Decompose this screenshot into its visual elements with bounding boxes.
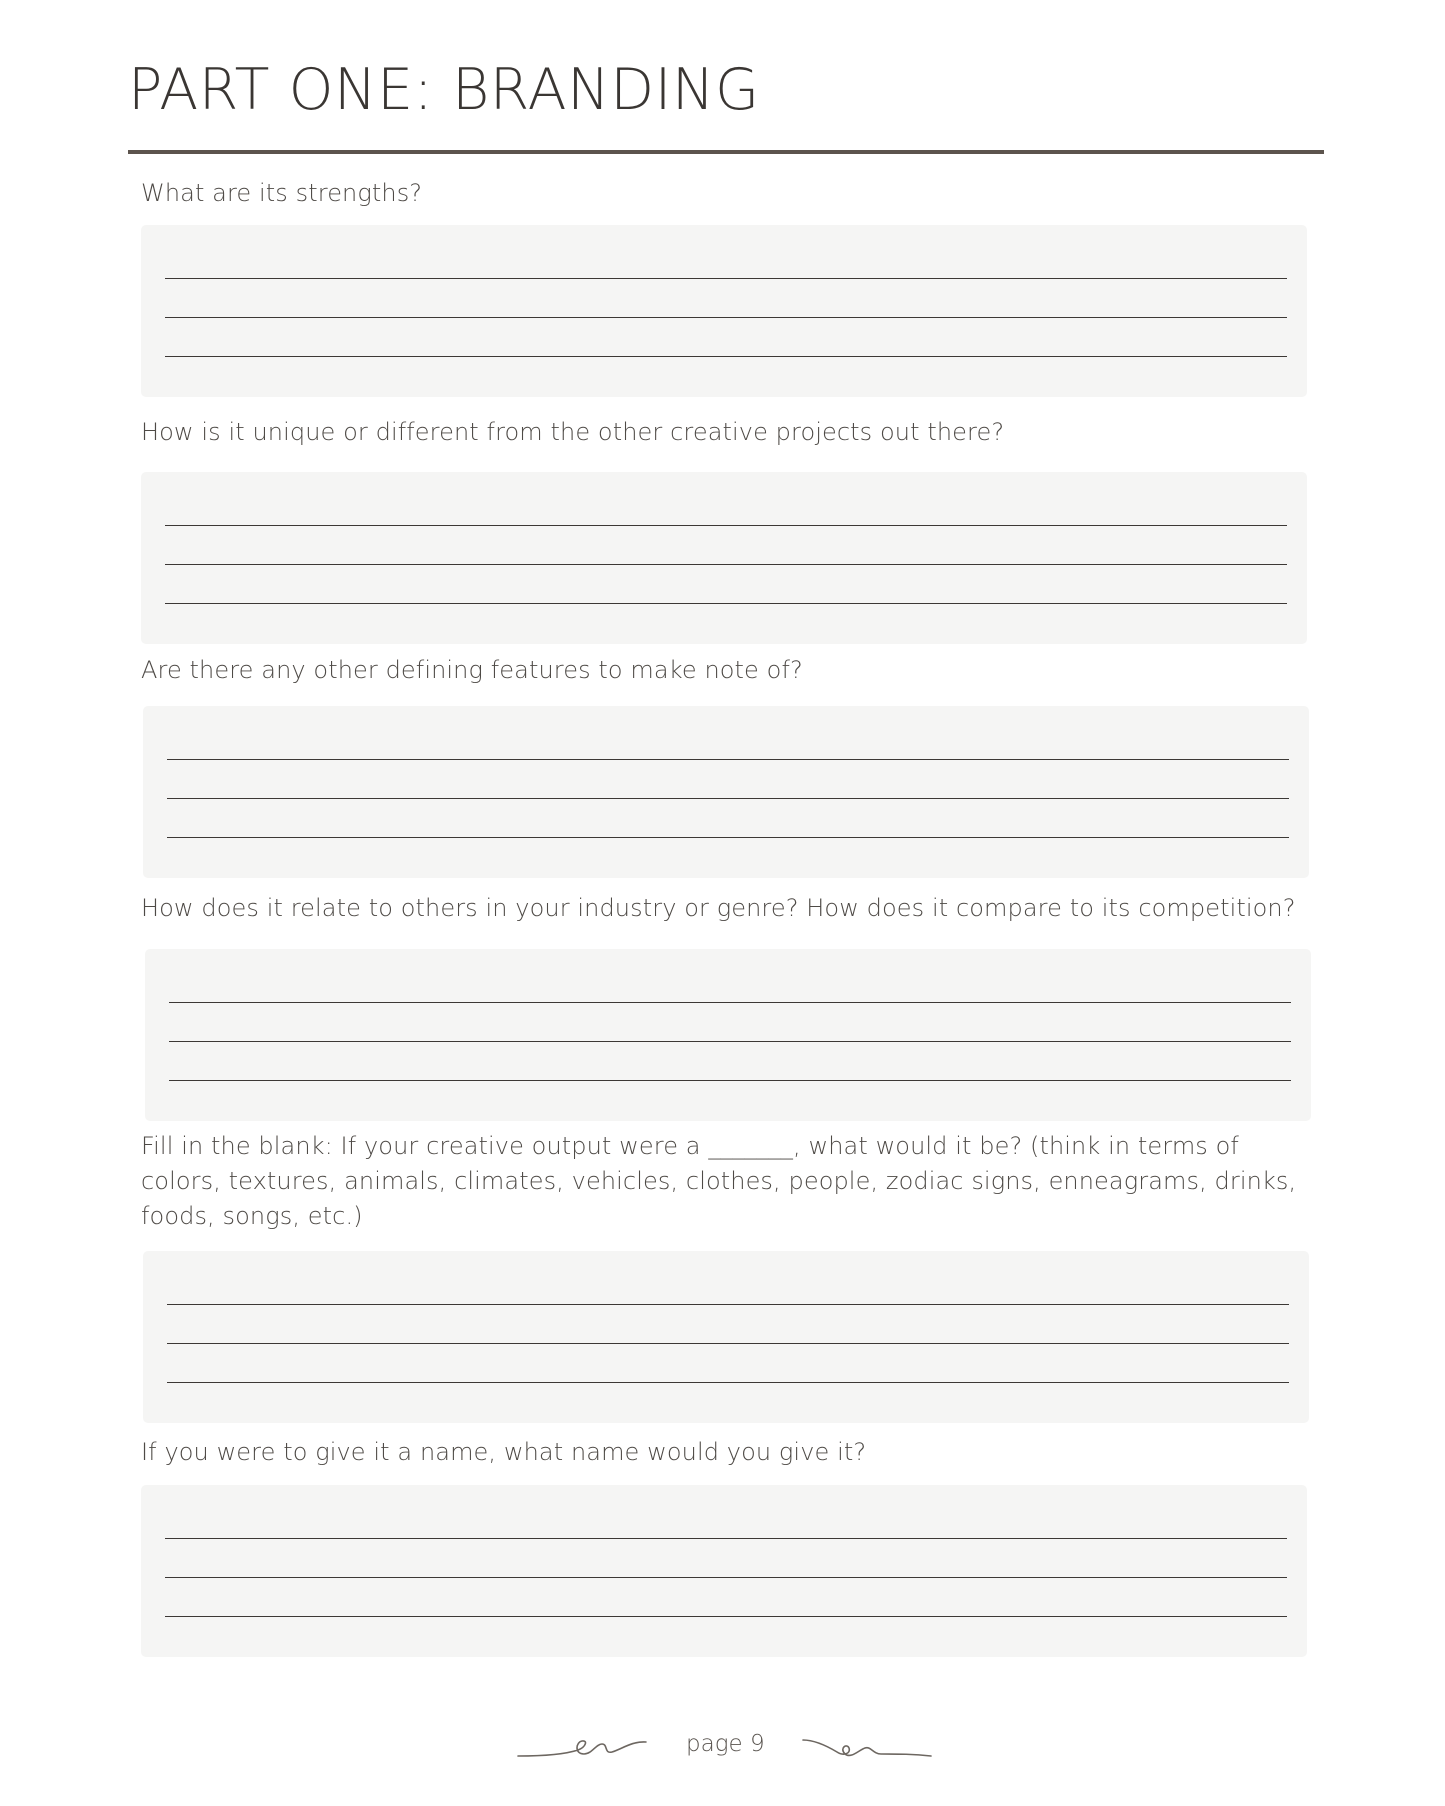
- writing-line: [169, 1080, 1291, 1081]
- question-name: If you were to give it a name, what name would you give it?: [141, 1438, 867, 1466]
- flourish-icon: [801, 1732, 933, 1764]
- writing-line: [167, 1343, 1289, 1344]
- question-competition: How does it relate to others in your industry or genre? How does it compare to its competition?: [141, 894, 1296, 922]
- writing-line: [169, 1002, 1291, 1003]
- answer-box-competition[interactable]: [145, 949, 1311, 1121]
- writing-line: [165, 278, 1287, 279]
- writing-line: [167, 1304, 1289, 1305]
- writing-line: [165, 1616, 1287, 1617]
- answer-box-strengths[interactable]: [141, 225, 1307, 397]
- question-defining-features: Are there any other defining features to make note of?: [141, 656, 803, 684]
- writing-line: [165, 603, 1287, 604]
- writing-line: [165, 317, 1287, 318]
- writing-line: [169, 1041, 1291, 1042]
- writing-line: [165, 525, 1287, 526]
- answer-box-fill-in-blank[interactable]: [143, 1251, 1309, 1423]
- writing-line: [167, 1382, 1289, 1383]
- flourish-icon: [516, 1732, 648, 1764]
- page-footer: [0, 1726, 1445, 1766]
- answer-box-unique[interactable]: [141, 472, 1307, 644]
- writing-line: [165, 1538, 1287, 1539]
- writing-line: [165, 1577, 1287, 1578]
- writing-line: [165, 356, 1287, 357]
- page-number: page 9: [686, 1731, 765, 1757]
- question-fill-in-blank: Fill in the blank: If your creative output were a _______, what would it be? (think in terms of colors, textures, animals, climates, vehicles, clothes, people, zodiac signs, enneagrams, drinks, foods, songs, etc.): [141, 1132, 1297, 1230]
- answer-box-defining-features[interactable]: [143, 706, 1309, 878]
- writing-line: [165, 564, 1287, 565]
- writing-line: [167, 759, 1289, 760]
- page-title: PART ONE: BRANDING: [128, 57, 760, 123]
- answer-box-name[interactable]: [141, 1485, 1307, 1657]
- writing-line: [167, 837, 1289, 838]
- writing-line: [167, 798, 1289, 799]
- question-unique: How is it unique or different from the other creative projects out there?: [141, 418, 1005, 446]
- question-strengths: What are its strengths?: [141, 179, 423, 207]
- title-divider: [128, 150, 1324, 154]
